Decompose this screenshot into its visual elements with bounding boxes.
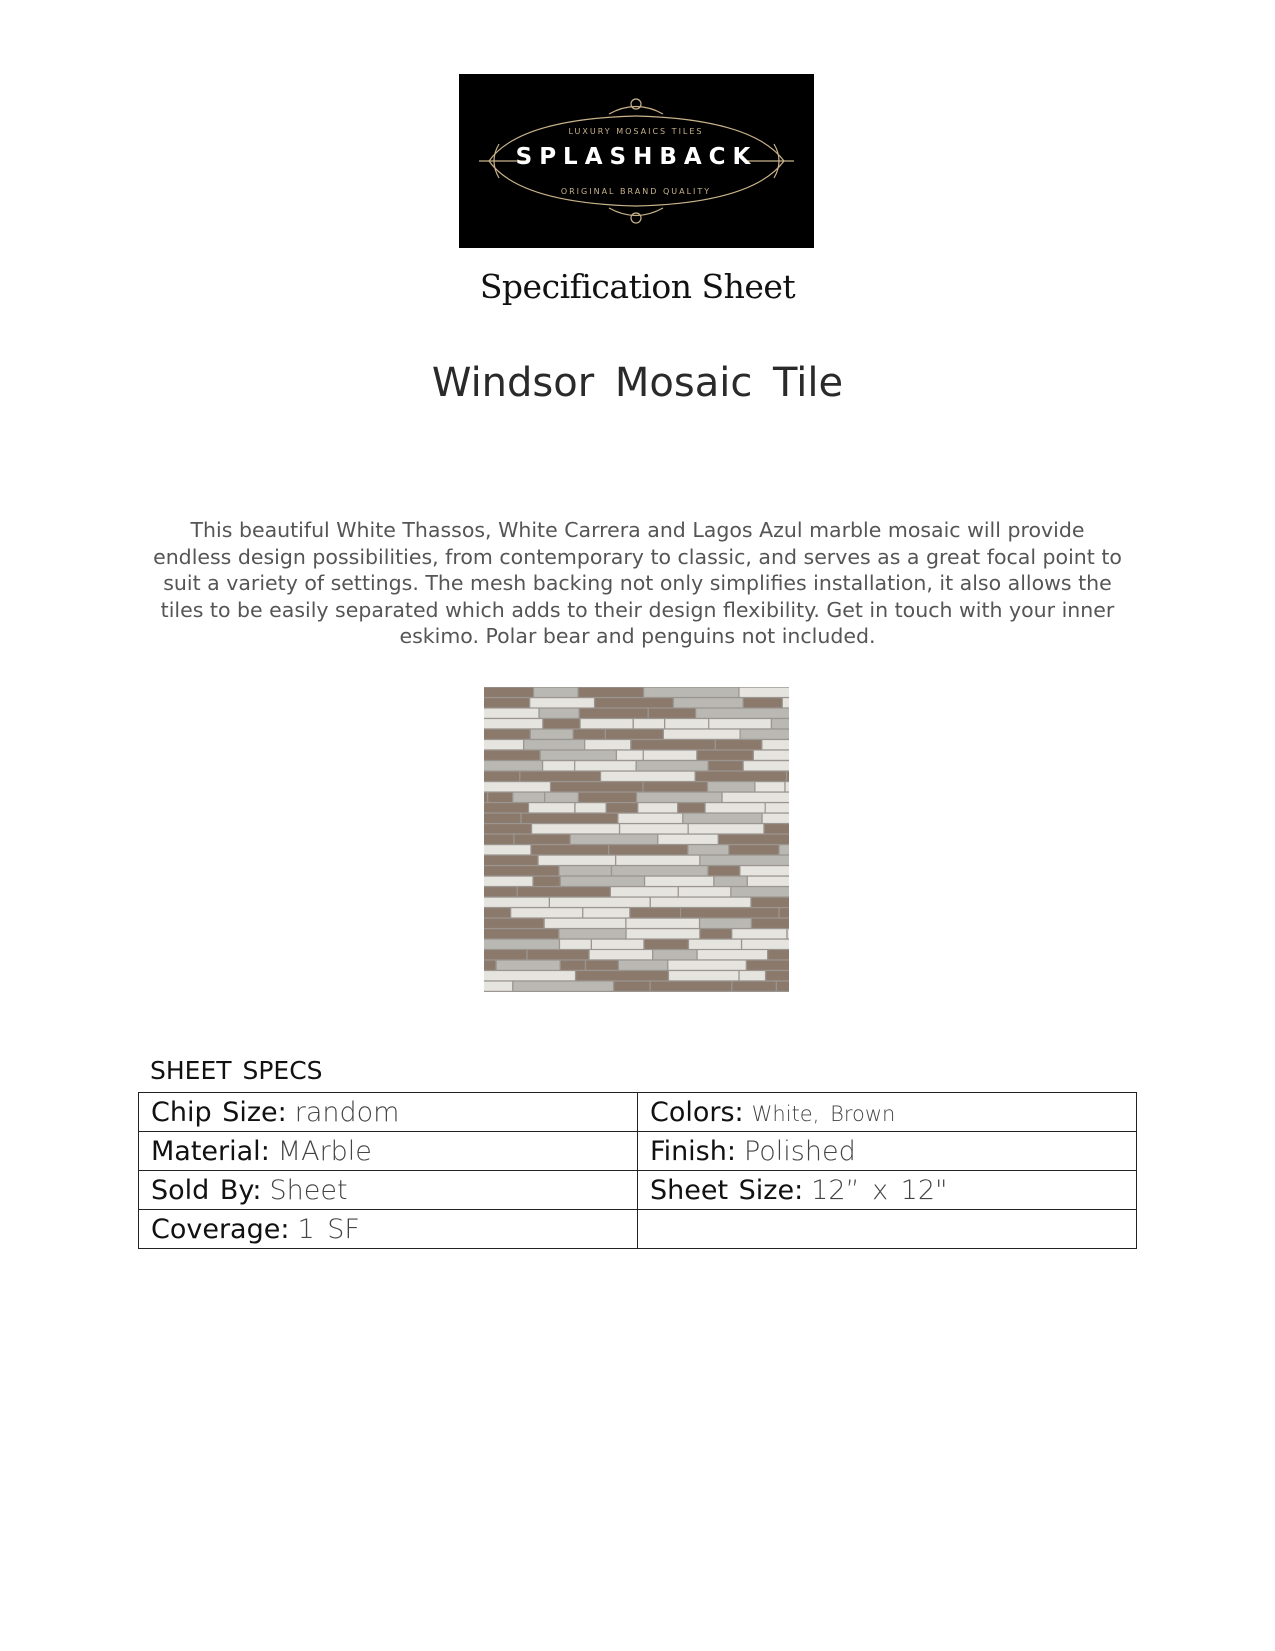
mosaic-chip (579, 793, 636, 802)
mosaic-chip (742, 940, 789, 949)
mosaic-chip (763, 814, 789, 823)
mosaic-chip (561, 961, 585, 970)
mosaic-chip (522, 814, 618, 823)
mosaic-chip (560, 929, 626, 938)
mosaic-chip (627, 929, 700, 938)
mosaic-chip (651, 898, 750, 907)
mosaic-chip (741, 730, 789, 739)
mosaic-chip (484, 814, 520, 823)
mosaic-chip (732, 982, 775, 991)
mosaic-chip (653, 950, 696, 959)
spec-label: Sold By: (151, 1174, 262, 1206)
mosaic-chip (592, 940, 643, 949)
mosaic-chip (484, 961, 495, 970)
mosaic-chip (484, 856, 537, 865)
specs-table (138, 1092, 1137, 1249)
mosaic-chip (484, 929, 558, 938)
mosaic-chip (484, 982, 512, 991)
mosaic-chip (484, 887, 517, 896)
mosaic-chip (619, 961, 667, 970)
logo-brand-name: SPLASHBACK (515, 144, 758, 170)
spec-cell (638, 1093, 1137, 1132)
mosaic-chip (716, 740, 761, 749)
logo-tagline-top: LUXURY MOSAICS TILES (568, 127, 704, 136)
mosaic-chip (723, 793, 789, 802)
mosaic-chip (484, 782, 550, 791)
mosaic-chip (484, 730, 530, 739)
mosaic-chip (754, 751, 789, 760)
mosaic-chip (484, 824, 531, 833)
mosaic-chip (575, 761, 635, 770)
spec-cell (139, 1210, 638, 1249)
spec-label: Chip Size: (151, 1096, 287, 1128)
spec-row (139, 1132, 1137, 1171)
mosaic-chip (531, 730, 573, 739)
mosaic-chip (484, 698, 529, 707)
mosaic-chip (698, 950, 767, 959)
mosaic-chip (484, 740, 523, 749)
spec-row (139, 1171, 1137, 1210)
mosaic-chip (518, 887, 610, 896)
mosaic-chip (768, 950, 789, 959)
mosaic-chip (788, 929, 789, 938)
mosaic-chip (706, 803, 765, 812)
mosaic-chip (732, 929, 786, 938)
mosaic-chip (627, 919, 699, 928)
mosaic-chip (748, 877, 789, 886)
mosaic-chip (649, 709, 695, 718)
mosaic-chip (612, 866, 707, 875)
mosaic-chip (484, 950, 526, 959)
mosaic-chip (665, 719, 708, 728)
mosaic-chip (689, 940, 741, 949)
mosaic-chip (696, 709, 789, 718)
mosaic-chip (709, 866, 740, 875)
mosaic-chip (689, 824, 764, 833)
mosaic-chip (528, 950, 589, 959)
mosaic-chip (609, 845, 687, 854)
mosaic-chip (545, 919, 625, 928)
mosaic-chip (560, 866, 611, 875)
mosaic-chip (617, 751, 643, 760)
mosaic-chip (752, 898, 789, 907)
mosaic-chip (520, 772, 600, 781)
mosaic-chip (484, 845, 530, 854)
mosaic-chip (560, 940, 591, 949)
mosaic-chip (715, 877, 747, 886)
mosaic-chip (644, 782, 707, 791)
spec-row (139, 1210, 1137, 1249)
mosaic-chip (645, 940, 688, 949)
spec-cell (638, 1171, 1137, 1210)
mosaic-chip (766, 803, 789, 812)
mosaic-chip (586, 961, 618, 970)
mosaic-chip (601, 772, 694, 781)
mosaic-chip (772, 719, 789, 728)
mosaic-chip (787, 772, 789, 781)
mosaic-chip (614, 982, 649, 991)
mosaic-chip (484, 688, 533, 697)
specs-heading: SHEET SPECS (150, 1056, 323, 1085)
spec-label: Material: (151, 1135, 270, 1167)
mosaic-chip (513, 793, 544, 802)
spec-label: Colors: (650, 1096, 744, 1128)
spec-row (139, 1093, 1137, 1132)
mosaic-chip (488, 793, 512, 802)
mosaic-chip (579, 688, 643, 697)
mosaic-chip (484, 835, 513, 844)
mosaic-chip (581, 719, 633, 728)
mosaic-chip (524, 740, 584, 749)
mosaic-chip (529, 803, 574, 812)
mosaic-chip (747, 961, 789, 970)
mosaic-chip (786, 782, 789, 791)
mosaic-chip (744, 761, 789, 770)
mosaic-chip (561, 877, 644, 886)
product-title: Windsor Mosaic Tile (431, 360, 844, 406)
mosaic-chip (631, 908, 680, 917)
mosaic-chip (590, 950, 652, 959)
mosaic-chip (530, 698, 594, 707)
mosaic-chip (730, 845, 779, 854)
mosaic-chip (606, 730, 663, 739)
mosaic-chip (689, 845, 729, 854)
mosaic-chip (719, 835, 789, 844)
mosaic-chip (651, 982, 731, 991)
spec-value: White, Brown (751, 1101, 896, 1126)
mosaic-chip (658, 835, 717, 844)
mosaic-chip (616, 856, 699, 865)
mosaic-chip (611, 887, 678, 896)
mosaic-chip (571, 835, 657, 844)
mosaic-chip (752, 919, 789, 928)
mosaic-chip (634, 719, 664, 728)
mosaic-chip (766, 971, 789, 980)
mosaic-chip (543, 761, 574, 770)
mosaic-chip (777, 982, 789, 991)
mosaic-chip (783, 698, 789, 707)
spec-value: MArble (277, 1135, 372, 1167)
spec-label: Sheet Size: (650, 1174, 804, 1206)
spec-cell (139, 1093, 638, 1132)
mosaic-chip (780, 845, 789, 854)
mosaic-chip (709, 719, 770, 728)
mosaic-chip (484, 793, 487, 802)
mosaic-chip (632, 740, 715, 749)
mosaic-chip (497, 961, 560, 970)
spec-value: 12” x 12" (811, 1174, 948, 1206)
mosaic-chip (638, 803, 677, 812)
mosaic-chip (644, 751, 696, 760)
mosaic-chip (732, 887, 790, 896)
mosaic-chip (645, 877, 713, 886)
mosaic-chip (532, 845, 608, 854)
mosaic-chip (532, 824, 619, 833)
mosaic-chip (484, 866, 558, 875)
mosaic-chip (756, 782, 785, 791)
mosaic-chip (540, 709, 579, 718)
mosaic-chip (740, 688, 789, 697)
mosaic-chip (607, 803, 637, 812)
mosaic-chip (741, 866, 790, 875)
mosaic-chip (484, 803, 528, 812)
mosaic-chip (637, 793, 721, 802)
mosaic-chip (583, 908, 629, 917)
spec-cell (139, 1132, 638, 1171)
mosaic-chip (696, 772, 786, 781)
mosaic-chip (681, 908, 778, 917)
mosaic-chip (683, 814, 761, 823)
spec-value: random (294, 1096, 400, 1128)
mosaic-chip (709, 761, 743, 770)
mosaic-chip (574, 730, 605, 739)
mosaic-chip (484, 919, 543, 928)
mosaic-chip (551, 782, 642, 791)
mosaic-chip (576, 971, 668, 980)
mosaic-chip (534, 688, 577, 697)
splashback-logo (459, 74, 814, 248)
spec-value: 1 SF (297, 1213, 360, 1245)
logo-tagline-bottom: ORIGINAL BRAND QUALITY (560, 187, 712, 196)
spec-cell (139, 1171, 638, 1210)
mosaic-chip (700, 919, 751, 928)
mosaic-chip (669, 971, 738, 980)
mosaic-chip (740, 971, 765, 980)
spec-value: Sheet (269, 1174, 348, 1206)
mosaic-chip (576, 803, 606, 812)
mosaic-chip (763, 740, 790, 749)
mosaic-chip (484, 940, 559, 949)
spec-label: Coverage: (151, 1213, 290, 1245)
mosaic-chip (674, 698, 743, 707)
mosaic-chip (698, 751, 753, 760)
mosaic-chip (544, 719, 580, 728)
mosaic-chip (484, 709, 538, 718)
mosaic-chip (637, 761, 708, 770)
mosaic-chip (620, 824, 687, 833)
mosaic-chip (701, 856, 790, 865)
spec-label: Finish: (650, 1135, 736, 1167)
spec-value: Polished (743, 1135, 856, 1167)
mosaic-chip (765, 824, 789, 833)
product-description: This beautiful White Thassos, White Carrera and Lagos Azul marble mosaic will provide endless design possibilities, from contemporary to classic, and serves as a great focal point to suit a variety of settings. The mesh backing not only simplifies installation, it also allows the tiles to be easily separated which adds to their design flexibility. Get in touch with your inner eskimo. Polar bear and penguins not included. (153, 518, 1122, 648)
mosaic-chip (619, 814, 683, 823)
mosaic-chip (701, 929, 732, 938)
mosaic-chip (580, 709, 648, 718)
mosaic-chip (511, 908, 582, 917)
mosaic-chip (744, 698, 782, 707)
mosaic-chip (484, 772, 519, 781)
spec-cell (638, 1210, 1137, 1249)
mosaic-chip (534, 877, 560, 886)
product-image (484, 687, 789, 992)
mosaic-chip (484, 908, 510, 917)
mosaic-chip (541, 751, 616, 760)
mosaic-chip (585, 740, 630, 749)
mosaic-chip (708, 782, 754, 791)
mosaic-chip (644, 688, 738, 697)
mosaic-chip (513, 982, 613, 991)
mosaic-chip (484, 971, 575, 980)
spec-cell (638, 1132, 1137, 1171)
mosaic-chip (484, 877, 532, 886)
mosaic-chip (678, 803, 704, 812)
mosaic-chip (484, 761, 542, 770)
mosaic-chip (484, 898, 549, 907)
mosaic-chip (539, 856, 615, 865)
mosaic-chip (679, 887, 730, 896)
page-title: Specification Sheet (479, 267, 796, 306)
mosaic-chip (515, 835, 570, 844)
mosaic-chip (550, 898, 650, 907)
mosaic-chip (595, 698, 673, 707)
mosaic-chip (780, 908, 789, 917)
mosaic-chip (668, 961, 745, 970)
mosaic-chip (484, 719, 542, 728)
mosaic-chip (484, 751, 539, 760)
mosaic-chip (664, 730, 740, 739)
mosaic-chip (545, 793, 577, 802)
